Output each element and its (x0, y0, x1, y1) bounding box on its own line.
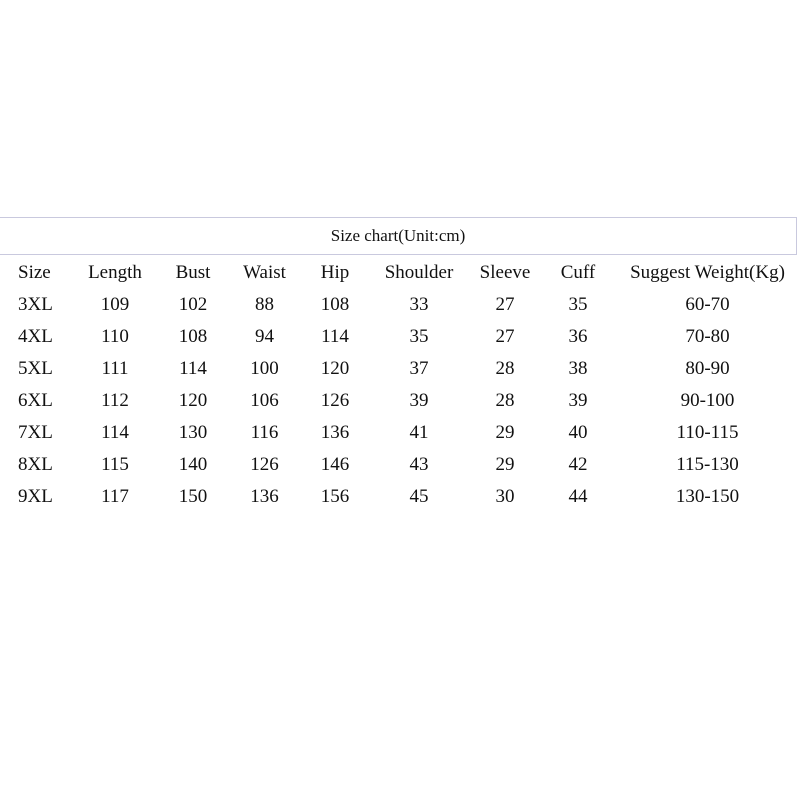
table-row (0, 289, 800, 321)
cell-cuff: 40 (568, 422, 588, 443)
cell-waist: 136 (250, 486, 279, 507)
cell-waist: 94 (255, 326, 274, 347)
cell-bust: 150 (178, 486, 208, 507)
cell-cuff: 39 (568, 390, 588, 411)
cell-hip: 108 (320, 294, 350, 315)
cell-suggest-weight: 60-70 (685, 294, 730, 315)
cell-suggest-weight: 70-80 (685, 326, 730, 347)
cell-suggest-weight: 90-100 (680, 390, 735, 411)
cell-shoulder: 43 (409, 454, 429, 475)
cell-shoulder: 37 (409, 358, 429, 379)
cell-bust: 130 (178, 422, 208, 443)
column-header-waist: Waist (243, 261, 286, 283)
column-header-length: Length (88, 261, 142, 283)
cell-length: 110 (101, 326, 129, 347)
cell-length: 117 (101, 486, 129, 507)
cell-sleeve: 30 (495, 486, 515, 507)
cell-hip: 156 (320, 486, 350, 507)
cell-size: 8XL (18, 454, 53, 475)
column-header-sleeve: Sleeve (479, 261, 531, 283)
cell-shoulder: 39 (409, 390, 429, 411)
table-row (0, 449, 800, 481)
cell-shoulder: 35 (409, 326, 429, 347)
cell-sleeve: 28 (495, 358, 515, 379)
table-header-row (0, 256, 800, 289)
cell-waist: 106 (250, 390, 279, 411)
table-row (0, 417, 800, 449)
size-chart-table (0, 256, 800, 513)
table-row (0, 385, 800, 417)
cell-waist: 116 (250, 422, 279, 443)
cell-length: 109 (100, 294, 130, 315)
column-header-hip: Hip (320, 261, 350, 283)
cell-waist: 126 (250, 454, 279, 475)
column-header-suggest-weight: Suggest Weight(Kg) (630, 261, 785, 283)
size-chart-title: Size chart(Unit:cm) (330, 226, 466, 245)
cell-shoulder: 33 (409, 294, 429, 315)
cell-suggest-weight: 115-130 (676, 454, 739, 475)
cell-size: 7XL (18, 422, 53, 443)
cell-size: 9XL (18, 486, 53, 507)
cell-bust: 114 (179, 358, 207, 379)
column-header-cuff: Cuff (560, 261, 596, 283)
cell-hip: 120 (320, 358, 350, 379)
cell-sleeve: 27 (495, 326, 515, 347)
cell-cuff: 35 (568, 294, 588, 315)
cell-hip: 126 (320, 390, 350, 411)
cell-cuff: 36 (568, 326, 588, 347)
cell-sleeve: 29 (495, 422, 515, 443)
cell-bust: 102 (178, 294, 208, 315)
cell-suggest-weight: 110-115 (676, 422, 739, 443)
column-header-bust: Bust (175, 261, 211, 283)
cell-length: 115 (101, 454, 129, 475)
cell-sleeve: 27 (495, 294, 515, 315)
cell-size: 3XL (18, 294, 53, 315)
cell-cuff: 38 (568, 358, 588, 379)
cell-sleeve: 29 (495, 454, 515, 475)
cell-bust: 120 (178, 390, 208, 411)
cell-shoulder: 41 (409, 422, 429, 443)
cell-suggest-weight: 130-150 (675, 486, 740, 507)
cell-size: 4XL (18, 326, 53, 347)
size-chart-title-bar (0, 217, 797, 255)
cell-size: 6XL (18, 390, 53, 411)
cell-waist: 100 (250, 358, 279, 379)
cell-hip: 114 (321, 326, 349, 347)
table-row (0, 353, 800, 385)
cell-cuff: 42 (568, 454, 588, 475)
cell-hip: 146 (320, 454, 350, 475)
cell-bust: 108 (178, 326, 208, 347)
cell-length: 111 (101, 358, 129, 379)
cell-size: 5XL (18, 358, 53, 379)
column-header-shoulder: Shoulder (384, 261, 454, 283)
cell-bust: 140 (178, 454, 208, 475)
cell-cuff: 44 (568, 486, 588, 507)
cell-shoulder: 45 (409, 486, 429, 507)
cell-length: 112 (101, 390, 129, 411)
table-row (0, 321, 800, 353)
table-row (0, 481, 800, 513)
cell-hip: 136 (320, 422, 350, 443)
cell-suggest-weight: 80-90 (685, 358, 730, 379)
column-header-size: Size (18, 261, 51, 283)
cell-waist: 88 (255, 294, 274, 315)
cell-sleeve: 28 (495, 390, 515, 411)
cell-length: 114 (101, 422, 129, 443)
